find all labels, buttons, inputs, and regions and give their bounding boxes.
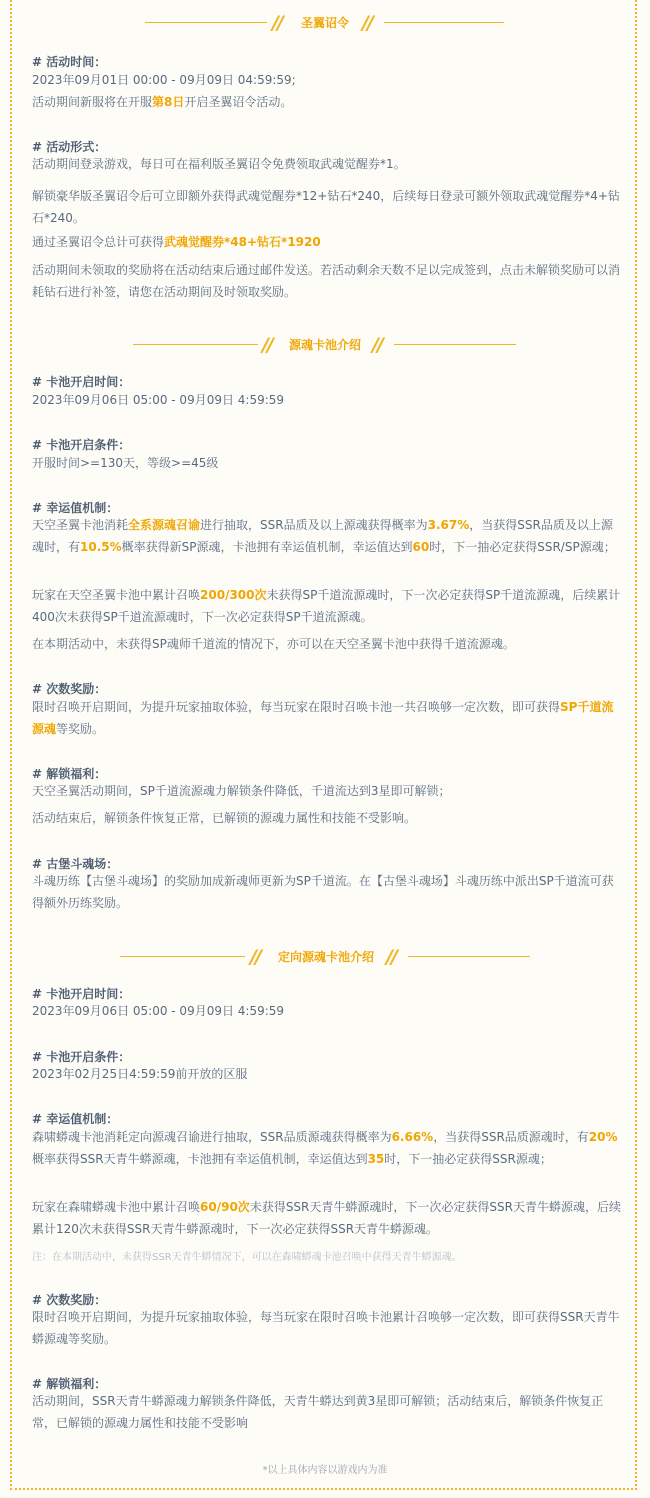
section-title: 定向源魂卡池介绍 xyxy=(277,950,374,964)
heading-unlock-benefit: # 解锁福利： xyxy=(32,1377,107,1391)
heading-activity-time: # 活动时间： xyxy=(32,55,107,69)
luck-paragraph: 玩家在天空圣翼卡池中累计召唤200/300次未获得SP千道流源魂时，下一次必定获得SP千道流源魂，后续累计400次未获得SP千道流源魂时，下一次必定获得SP千道流源魂。 xyxy=(32,588,621,624)
paragraph: 活动期间未领取的奖励将在活动结束后通过邮件发送。若活动剩余天数不足以完成签到，点击未解锁奖励可以消耗钻石进行补签，请您在活动期间及时领取奖励。 xyxy=(32,263,621,299)
count-reward: 限时召唤开启期间，为提升玩家抽取体验，每当玩家在限时召唤卡池一共召唤够一定次数，即可获得SP千道流源魂等奖励。 xyxy=(32,700,614,736)
footer-note: *以上具体内容以游戏内为准 xyxy=(262,1465,388,1476)
heading-pool-condition: # 卡池开启条件： xyxy=(32,438,131,452)
heading-count-reward: # 次数奖励： xyxy=(32,682,107,696)
heading-pool-time: # 卡池开启时间： xyxy=(32,987,131,1001)
pool-time: 2023年09月06日 05:00 - 09月09日 4:59:59 xyxy=(32,1004,285,1018)
heading-castle-arena: # 古堡斗魂场： xyxy=(32,857,119,871)
heading-pool-condition: # 卡池开启条件： xyxy=(32,1050,131,1064)
section-banner-2: // 源魂卡池介绍 // xyxy=(0,329,650,359)
luck-paragraph: 森啸蟒魂卡池消耗定向源魂召谕进行抽取，SSR品质源魂获得概率为6.66%，当获得SSR品质源魂时，有20%概率获得SSR天青牛蟒源魂，卡池拥有幸运值机制，幸运值达到35时，下一抽必定获得SSR源魂； xyxy=(32,1130,618,1166)
server-open-text: 活动期间新服将在开服第8日开启圣翼诏令活动。 xyxy=(32,95,293,109)
heading-luck-mechanism: # 幸运值机制： xyxy=(32,501,119,515)
paragraph: 天空圣翼活动期间，SP千道流源魂力解锁条件降低，千道流达到3星即可解锁； xyxy=(32,784,451,798)
heading-pool-time: # 卡池开启时间： xyxy=(32,375,131,389)
paragraph: 活动期间，SSR天青牛蟒源魂力解锁条件降低，天青牛蟒达到黄3星即可解锁；活动结束后，解锁条件恢复正常，已解锁的源魂力属性和技能不受影响 xyxy=(32,1394,604,1430)
heading-count-reward: # 次数奖励： xyxy=(32,1293,107,1307)
pool-condition: 2023年02月25日4:59:59前开放的区服 xyxy=(32,1067,248,1081)
paragraph: 解锁豪华版圣翼诏令后可立即额外获得武魂觉醒券*12+钻石*240，后续每日登录可额外领取武魂觉醒券*4+钻石*240。 xyxy=(32,189,620,225)
paragraph: 斗魂历练【古堡斗魂场】的奖励加成新魂师更新为SP千道流。在【古堡斗魂场】斗魂历练中派出SP千道流可获得额外历练奖励。 xyxy=(32,874,614,910)
note: 注：在本期活动中，未获得SSR天青牛蟒情况下，可以在森啸蟒魂卡池召唤中获得天青牛蟒源魂。 xyxy=(32,1252,462,1263)
paragraph: 活动期间登录游戏，每日可在福利版圣翼诏令免费领取武魂觉醒券*1。 xyxy=(32,157,406,171)
luck-paragraph: 天空圣翼卡池消耗全系源魂召谕进行抽取，SSR品质及以上源魂获得概率为3.67%，当获得SSR品质及以上源魂时，有10.5%概率获得新SP源魂，卡池拥有幸运值机制，幸运值达到60时，下一抽必定获得SSR/SP源魂； xyxy=(32,518,616,554)
heading-luck-mechanism: # 幸运值机制： xyxy=(32,1112,119,1126)
activity-time: 2023年09月01日 00:00 - 09月09日 04:59:59; xyxy=(32,73,296,87)
paragraph: 活动结束后，解锁条件恢复正常，已解锁的源魂力属性和技能不受影响。 xyxy=(32,811,417,825)
paragraph: 限时召唤开启期间，为提升玩家抽取体验，每当玩家在限时召唤卡池累计召唤够一定次数，即可获得SSR天青牛蟒源魂等奖励。 xyxy=(32,1310,620,1346)
heading-activity-form: # 活动形式： xyxy=(32,140,107,154)
pool-condition: 开服时间>=130天，等级>=45级 xyxy=(32,456,219,470)
section-title: 圣翼诏令 xyxy=(300,16,349,30)
paragraph: 在本期活动中，未获得SP魂师千道流的情况下，亦可以在天空圣翼卡池中获得千道流源魂。 xyxy=(32,637,515,651)
section-banner-1: // 圣翼诏令 // xyxy=(0,7,650,37)
heading-unlock-benefit: # 解锁福利： xyxy=(32,767,107,781)
section-title: 源魂卡池介绍 xyxy=(288,338,361,352)
section-banner-3: // 定向源魂卡池介绍 // xyxy=(0,941,650,971)
pool-time: 2023年09月06日 05:00 - 09月09日 4:59:59 xyxy=(32,393,285,407)
luck-paragraph: 玩家在森啸蟒魂卡池中累计召唤60/90次未获得SSR天青牛蟒源魂时，下一次必定获得SSR天青牛蟒源魂，后续累计120次未获得SSR天青牛蟒源魂时，下一次必定获得SSR天青牛蟒源魂。 xyxy=(32,1200,621,1236)
paragraph: 通过圣翼诏令总计可获得武魂觉醒券*48+钻石*1920 xyxy=(32,235,321,249)
